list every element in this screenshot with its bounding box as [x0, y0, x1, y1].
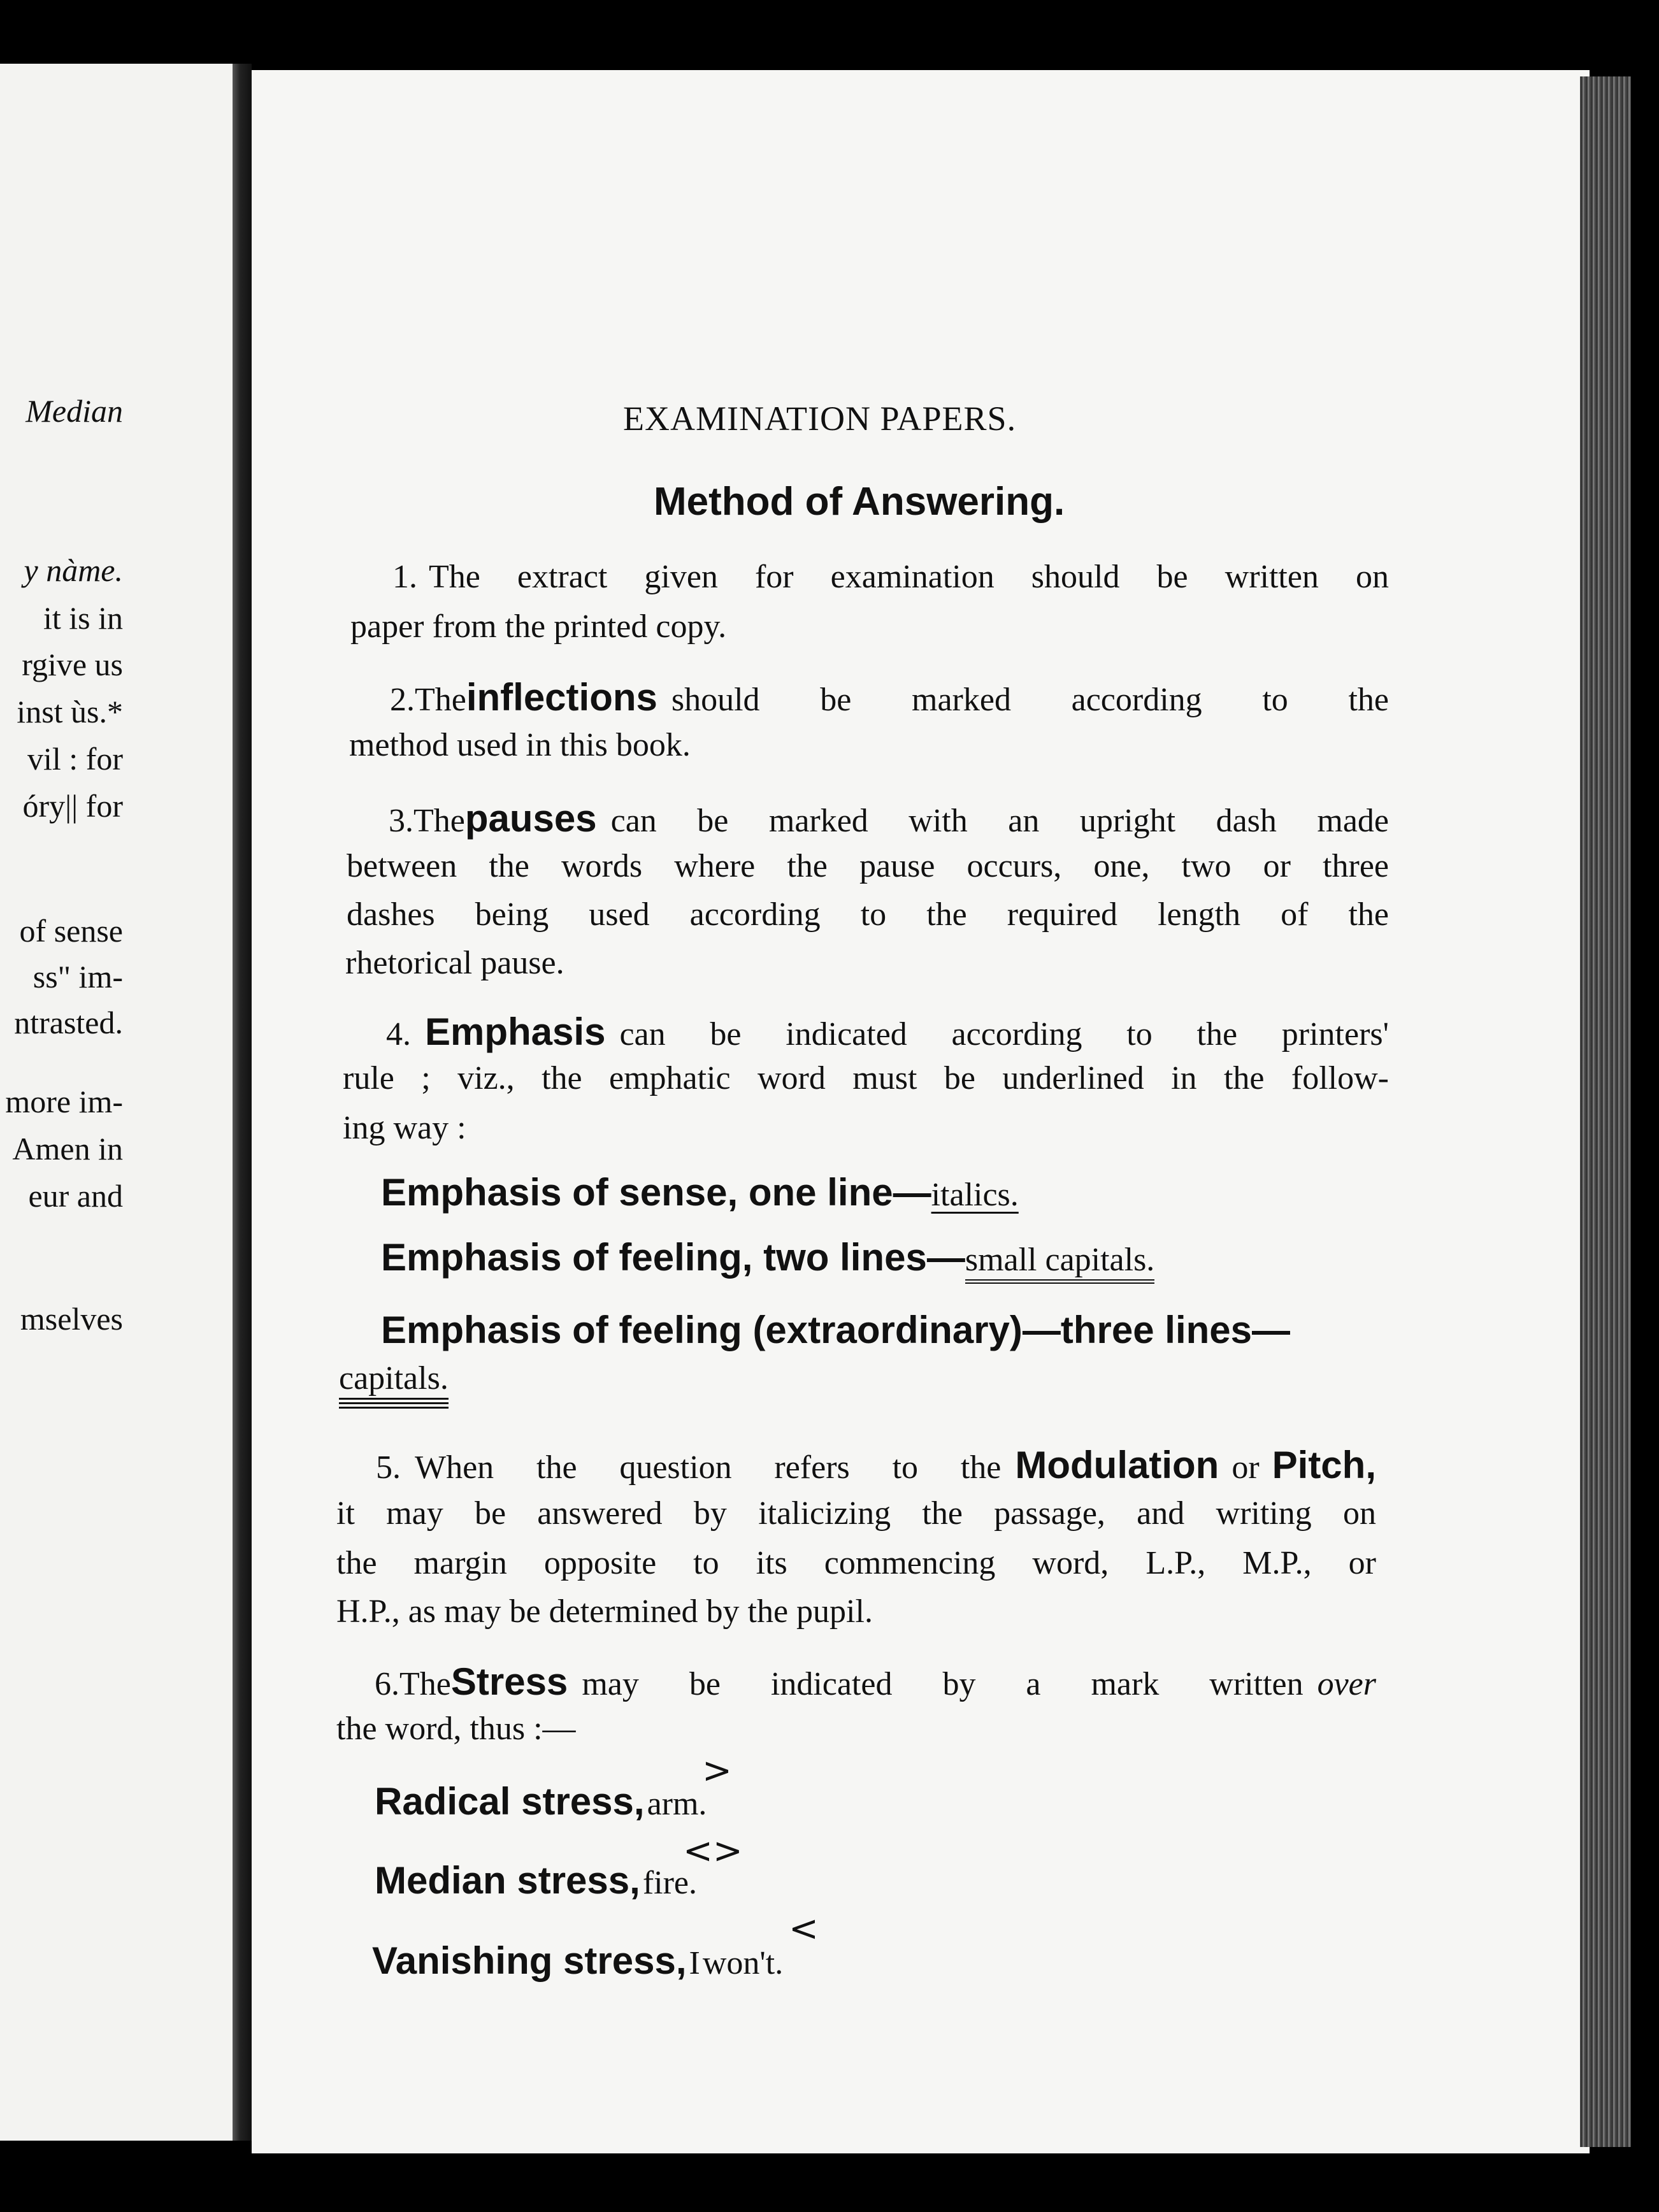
left-line: Median — [25, 393, 123, 429]
item-3-line-2 — [347, 850, 1389, 883]
item-4-line-2 — [343, 1062, 1389, 1095]
keyword-pitch: Pitch, — [1272, 1444, 1376, 1486]
item-4-line-3: ing way : — [343, 1110, 466, 1146]
item-3-line-4: rhetorical pause. — [345, 945, 564, 981]
stress-word: arm. — [647, 1786, 707, 1822]
running-title: EXAMINATION PAPERS. — [623, 399, 1017, 438]
item-text: rule ; viz., the emphatic word must be underlined in the follow- — [343, 1060, 1389, 1096]
emphasis-rule-extraordinary — [381, 1311, 1290, 1349]
item-text: The — [413, 803, 465, 839]
section-heading: Method of Answering. — [654, 480, 1065, 524]
item-text: can be indicated according to the printers' — [619, 1016, 1389, 1052]
item-text: The — [415, 682, 466, 718]
rule-label: Emphasis of feeling (extraordinary)—three lines— — [381, 1309, 1291, 1351]
item-6-line-1 — [336, 1660, 1376, 1703]
left-page-fragment — [0, 64, 233, 2141]
stress-label: Radical stress, — [375, 1780, 645, 1823]
stress-label: Median stress, — [375, 1859, 640, 1902]
item-number: 3. — [389, 803, 413, 839]
left-line: rgive us — [22, 647, 123, 682]
item-number: 6. — [375, 1666, 399, 1702]
item-text: dashes being used according to the required length of the — [347, 896, 1389, 933]
item-2-line-1 — [349, 676, 1389, 719]
item-3-line-1 — [348, 797, 1389, 840]
left-line: mselves — [20, 1301, 123, 1337]
stress-mark-median: <> — [683, 1830, 743, 1872]
emphasis-rule-feeling — [381, 1236, 1155, 1279]
stress-example-median — [375, 1859, 698, 1902]
keyword-modulation: Modulation — [1015, 1444, 1219, 1486]
left-line: ss" im- — [32, 959, 123, 995]
left-line: vil : for — [27, 741, 123, 777]
item-text: may be indicated by a mark written — [582, 1666, 1304, 1702]
rule-label: Emphasis of sense, one line— — [381, 1171, 931, 1214]
item-5-line-2 — [336, 1497, 1376, 1530]
rule-example: capitals. — [339, 1360, 449, 1399]
item-5-line-4: H.P., as may be determined by the pupil. — [336, 1593, 873, 1630]
item-text: or — [1232, 1449, 1260, 1486]
item-text: it may be answered by italicizing the passage, and writing on — [336, 1495, 1376, 1532]
stress-mark-vanishing: < — [789, 1908, 819, 1950]
item-2-line-2: method used in this book. — [349, 727, 691, 763]
keyword-stress: Stress — [450, 1660, 568, 1703]
item-text: should be marked according to the — [671, 682, 1389, 718]
left-line: óry|| for — [22, 788, 123, 824]
book-gutter — [233, 64, 252, 2141]
stress-example-vanishing — [372, 1939, 784, 1982]
stress-label: Vanishing stress, — [372, 1939, 687, 1982]
stress-example-radical — [375, 1780, 707, 1823]
keyword-emphasis: Emphasis — [425, 1010, 606, 1053]
stress-word: won't. — [702, 1945, 784, 1981]
item-text: can be marked with an upright dash made — [610, 803, 1389, 839]
item-text: When the question refers to the — [415, 1449, 1002, 1486]
item-number: 1. — [392, 559, 417, 595]
rule-label: Emphasis of feeling, two lines— — [381, 1236, 965, 1279]
stress-mark-radical: > — [702, 1750, 732, 1792]
item-5-line-1 — [338, 1446, 1376, 1484]
page-edge — [1580, 76, 1631, 2147]
item-1-line-2: paper from the printed copy. — [350, 608, 727, 645]
left-line: it is in — [43, 600, 123, 636]
item-text: between the words where the pause occurs, one, two or three — [347, 848, 1389, 884]
item-6-line-2: the word, thus :— — [336, 1711, 576, 1747]
left-line: y nàme. — [24, 552, 123, 588]
keyword-pauses: pauses — [464, 797, 597, 840]
item-text: the margin opposite to its commencing word, L.P., M.P., or — [336, 1545, 1376, 1581]
item-number: 2. — [390, 682, 415, 718]
rule-example: small capitals. — [965, 1242, 1154, 1284]
stress-prefix: I — [689, 1945, 700, 1981]
left-line: eur and — [28, 1178, 123, 1214]
left-line: ntrasted. — [14, 1005, 123, 1040]
left-line: Amen in — [12, 1131, 123, 1167]
rule-example: italics. — [931, 1177, 1019, 1213]
item-3-line-3 — [347, 898, 1389, 931]
stress-word: fire. — [642, 1865, 698, 1901]
item-text: The extract given for examination should be written on — [429, 559, 1389, 595]
left-line: of sense — [19, 913, 123, 949]
item-1-line-1 — [352, 561, 1389, 594]
emphasis-rule-extraordinary-example — [339, 1362, 449, 1395]
left-line: inst ùs.* — [17, 694, 123, 729]
item-5-line-3 — [336, 1547, 1376, 1580]
item-number: 4. — [386, 1016, 411, 1052]
item-text-italic: over — [1317, 1666, 1376, 1702]
emphasis-rule-sense — [381, 1171, 1019, 1214]
left-line: more im- — [5, 1084, 123, 1119]
item-number: 5. — [376, 1449, 401, 1486]
keyword-inflections: inflections — [466, 676, 657, 719]
item-4-line-1 — [345, 1010, 1389, 1053]
item-text: The — [399, 1666, 451, 1702]
